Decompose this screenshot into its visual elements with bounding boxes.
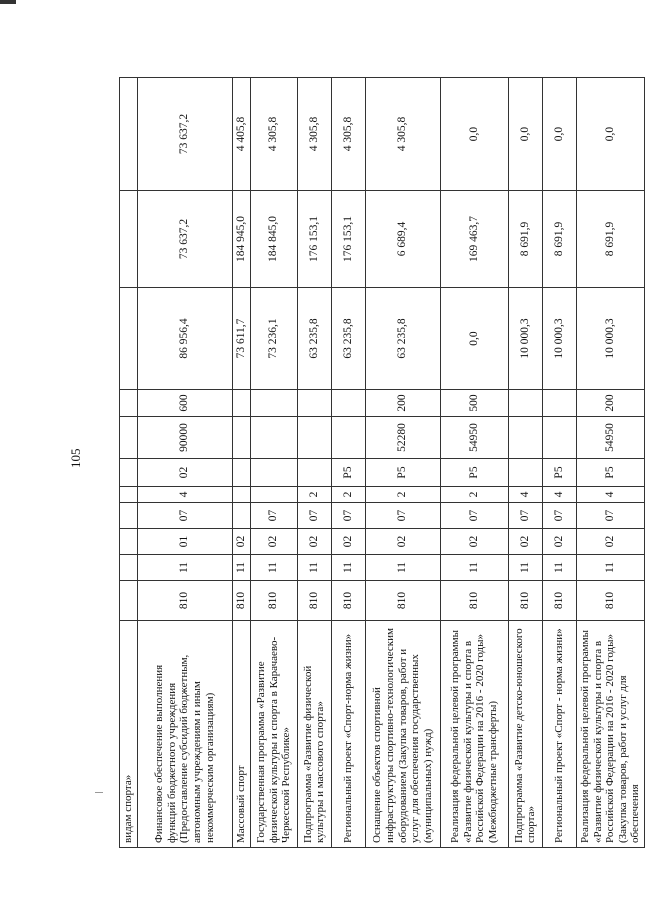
- cell-c1: [120, 581, 138, 621]
- cell-c2: 11: [542, 555, 576, 581]
- table-row: [542, 78, 576, 848]
- cell-v1: [120, 288, 138, 390]
- cell-c6: [250, 459, 297, 487]
- cell-c6: [120, 459, 138, 487]
- cell-c6: P5: [542, 459, 576, 487]
- budget-table: [119, 77, 645, 848]
- table-row: [120, 78, 138, 848]
- cell-v3: 0,0: [576, 78, 644, 191]
- cell-c4: 07: [508, 503, 542, 529]
- cell-c2: 11: [440, 555, 508, 581]
- cell-v2: 176 153,1: [297, 191, 331, 288]
- cell-c7: 54950: [576, 417, 644, 459]
- cell-c8: [232, 390, 250, 417]
- cell-c3: 01: [137, 529, 232, 555]
- cell-v3: 4 305,8: [250, 78, 297, 191]
- cell-c5: 2: [440, 487, 508, 503]
- cell-c2: 11: [331, 555, 365, 581]
- table-row: [250, 78, 297, 848]
- cell-c7: [120, 417, 138, 459]
- cell-c2: 11: [365, 555, 440, 581]
- cell-v2: 184 945,0: [232, 191, 250, 288]
- cell-name: Региональный проект «Спорт - норма жизни»: [542, 621, 576, 848]
- cell-v1: 10 000,3: [542, 288, 576, 390]
- cell-name: Подпрограмма «Развитие детско-юношеского спорта»: [508, 621, 542, 848]
- cell-c8: [297, 390, 331, 417]
- cell-c3: 02: [542, 529, 576, 555]
- cell-c3: 02: [365, 529, 440, 555]
- table-body: [120, 78, 645, 848]
- cell-c8: 600: [137, 390, 232, 417]
- cell-v1: 63 235,8: [365, 288, 440, 390]
- cell-c6: P5: [365, 459, 440, 487]
- table-row: [137, 78, 232, 848]
- cell-c4: [232, 503, 250, 529]
- cell-c4: 07: [331, 503, 365, 529]
- cell-c2: 11: [250, 555, 297, 581]
- cell-v2: 73 637,2: [137, 191, 232, 288]
- cell-c3: 02: [440, 529, 508, 555]
- cell-v2: 184 845,0: [250, 191, 297, 288]
- cell-c1: 810: [440, 581, 508, 621]
- cell-v1: 73 611,7: [232, 288, 250, 390]
- cell-c7: 90000: [137, 417, 232, 459]
- cell-c2: 11: [297, 555, 331, 581]
- cell-c2: [120, 555, 138, 581]
- cell-v3: 0,0: [542, 78, 576, 191]
- table-row: [331, 78, 365, 848]
- cell-v2: 176 153,1: [331, 191, 365, 288]
- rotated-table-container: [119, 78, 642, 848]
- cell-c7: [297, 417, 331, 459]
- cell-c8: [542, 390, 576, 417]
- cell-c3: 02: [508, 529, 542, 555]
- cell-c3: 02: [576, 529, 644, 555]
- cell-v2: 6 689,4: [365, 191, 440, 288]
- cell-c3: [120, 529, 138, 555]
- cell-c5: 2: [365, 487, 440, 503]
- cell-c6: 02: [137, 459, 232, 487]
- cell-c1: 810: [250, 581, 297, 621]
- cell-v1: 10 000,3: [576, 288, 644, 390]
- cell-c8: [508, 390, 542, 417]
- cell-v3: 0,0: [440, 78, 508, 191]
- cell-c7: 52280: [365, 417, 440, 459]
- cell-c1: 810: [137, 581, 232, 621]
- cell-v2: 8 691,9: [542, 191, 576, 288]
- cell-v3: 4 305,8: [297, 78, 331, 191]
- cell-c6: [508, 459, 542, 487]
- cell-c7: [508, 417, 542, 459]
- cell-c4: 07: [250, 503, 297, 529]
- cell-v2: 169 463,7: [440, 191, 508, 288]
- cell-c1: 810: [297, 581, 331, 621]
- cell-c8: [331, 390, 365, 417]
- cell-c1: 810: [331, 581, 365, 621]
- cell-name: Подпрограмма «Развитие физической культуры и массового спорта»: [297, 621, 331, 848]
- cell-c7: [331, 417, 365, 459]
- cell-c5: [250, 487, 297, 503]
- cell-v1: 73 236,1: [250, 288, 297, 390]
- cell-c6: [297, 459, 331, 487]
- cell-v2: 8 691,9: [576, 191, 644, 288]
- cell-c5: 2: [297, 487, 331, 503]
- cell-c8: 200: [576, 390, 644, 417]
- cell-v1: 0,0: [440, 288, 508, 390]
- cell-v2: 8 691,9: [508, 191, 542, 288]
- cell-name: Региональный проект «Спорт-норма жизни»: [331, 621, 365, 848]
- cell-name: Реализация федеральной целевой программы «Развитие физической культуры и спорта в Российской Федерации на 2016 - 2020 годы» (Закупка товаров, работ и услуг для обеспечения: [576, 621, 644, 848]
- table-row: [508, 78, 542, 848]
- cell-c4: 07: [542, 503, 576, 529]
- cell-v1: 86 956,4: [137, 288, 232, 390]
- cell-c8: 500: [440, 390, 508, 417]
- cell-c5: [120, 487, 138, 503]
- cell-v1: 63 235,8: [297, 288, 331, 390]
- cell-name: Массовый спорт: [232, 621, 250, 848]
- cell-c2: 11: [137, 555, 232, 581]
- cell-name: Государственная программа «Развитие физической культуры и спорта в Карачаево-Черкесской Республике»: [250, 621, 297, 848]
- cell-c8: 200: [365, 390, 440, 417]
- cell-c7: [250, 417, 297, 459]
- table-row: [365, 78, 440, 848]
- cell-c4: 07: [365, 503, 440, 529]
- cell-name: видам спорта»: [120, 621, 138, 848]
- cell-name: Оснащение объектов спортивной инфраструктуры спортивно-технологическим оборудованием (Закупка товаров, работ и услуг для обеспечения государственных (муниципальных) нужд): [365, 621, 440, 848]
- cell-c5: 4: [576, 487, 644, 503]
- cell-c4: 07: [297, 503, 331, 529]
- cell-c5: [232, 487, 250, 503]
- cell-c5: 4: [508, 487, 542, 503]
- cell-c7: [542, 417, 576, 459]
- cell-c3: 02: [331, 529, 365, 555]
- cell-c1: 810: [365, 581, 440, 621]
- cell-c5: 4: [542, 487, 576, 503]
- cell-c7: [232, 417, 250, 459]
- cell-v2: [120, 191, 138, 288]
- cell-c3: 02: [250, 529, 297, 555]
- cell-c3: 02: [232, 529, 250, 555]
- cell-c5: 2: [331, 487, 365, 503]
- cell-c6: P5: [331, 459, 365, 487]
- cell-c8: [250, 390, 297, 417]
- cell-c1: 810: [508, 581, 542, 621]
- scan-dash-mark: [95, 792, 103, 793]
- cell-name: Финансовое обеспечение выполнения функций бюджетного учреждения (Предоставление субсидий бюджетным, автономным учреждениям и иным некоммерческим организациям): [137, 621, 232, 848]
- cell-name: Реализация федеральной целевой программы «Развитие физической культуры и спорта в Российской Федерации на 2016 - 2020 годы» (Межбюджетные трансферты): [440, 621, 508, 848]
- cell-c6: P5: [440, 459, 508, 487]
- cell-c1: 810: [576, 581, 644, 621]
- scan-corner-mark: [0, 0, 16, 4]
- cell-v3: [120, 78, 138, 191]
- table-row: [440, 78, 508, 848]
- cell-v3: 0,0: [508, 78, 542, 191]
- cell-c7: 54950: [440, 417, 508, 459]
- cell-c4: 07: [440, 503, 508, 529]
- table-row: [232, 78, 250, 848]
- cell-c8: [120, 390, 138, 417]
- cell-v3: 4 405,8: [232, 78, 250, 191]
- cell-c4: [120, 503, 138, 529]
- table-row: [297, 78, 331, 848]
- cell-c2: 11: [576, 555, 644, 581]
- cell-c2: 11: [508, 555, 542, 581]
- cell-c6: P5: [576, 459, 644, 487]
- cell-c1: 810: [232, 581, 250, 621]
- cell-v3: 73 637,2: [137, 78, 232, 191]
- cell-v1: 10 000,3: [508, 288, 542, 390]
- cell-c6: [232, 459, 250, 487]
- cell-c4: 07: [137, 503, 232, 529]
- cell-v1: 63 235,8: [331, 288, 365, 390]
- cell-c3: 02: [297, 529, 331, 555]
- cell-v3: 4 305,8: [331, 78, 365, 191]
- cell-c4: 07: [576, 503, 644, 529]
- cell-c1: 810: [542, 581, 576, 621]
- cell-c2: 11: [232, 555, 250, 581]
- cell-c5: 4: [137, 487, 232, 503]
- table-row: [576, 78, 644, 848]
- cell-v3: 4 305,8: [365, 78, 440, 191]
- page-number: 105: [68, 448, 83, 468]
